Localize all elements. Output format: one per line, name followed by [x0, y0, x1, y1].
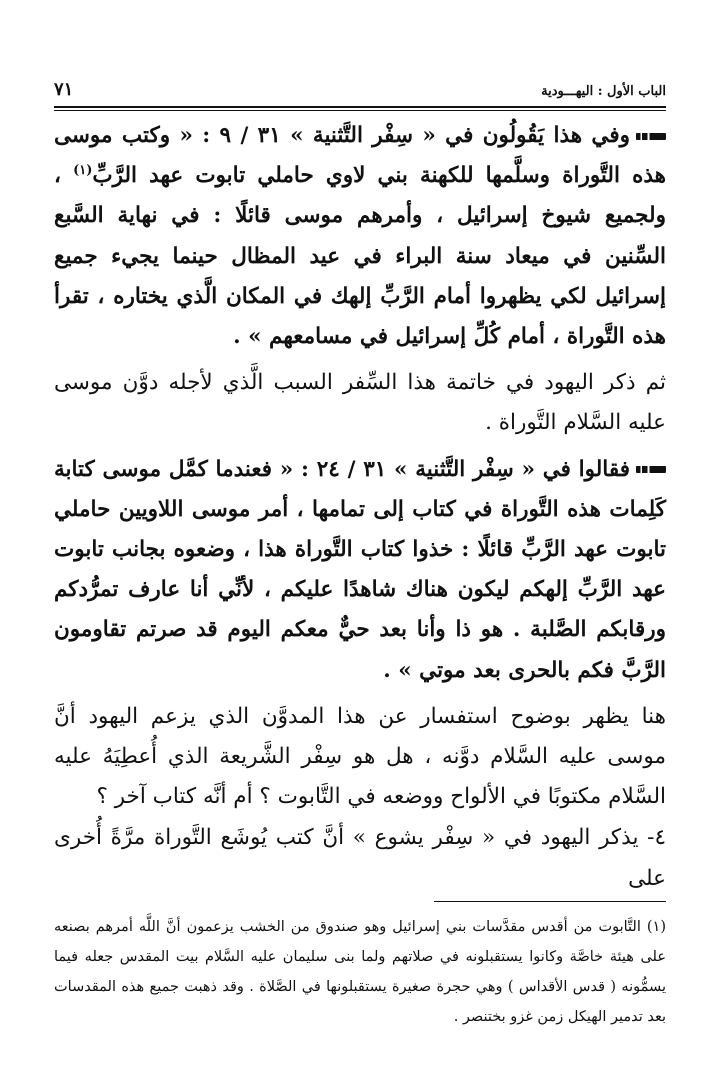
paragraph-5: ٤- يذكر اليهود في « سِفْر يشوع » أنَّ كتب يُوشَع التَّوراة مرَّةً أُخرى على — [54, 825, 666, 891]
paragraph-3-text: فقالوا في « سِفْر التَّثنية » ٣١ / ٢٤ : « فعندما كمَّل موسى كتابة كَلِمات هذه التَّوراة في كتاب إلى تمامها ، أمر موسى اللاويين حاملي تابوت عهد الرَّبِّ قائلًا : خذوا كتاب التَّوراة هذا ، وضعوه بجانب تابوت عهد الرَّبِّ إلهكم ليكون هناك شاهدًا عليكم ، لأنِّي أنا عارف تمرُّدكم ورقابكم الصَّلبة . هو ذا وأنا بعد حيٌّ معكم اليوم قد صرتم تقاومون الرَّبَّ فكم بالحرى بعد موتي » . — [54, 456, 666, 683]
page-header — [54, 74, 666, 102]
footnote-separator — [434, 901, 666, 902]
main-text — [54, 116, 666, 899]
paragraph-3 — [54, 450, 666, 691]
paragraph-4: هنا يظهر بوضوح استفسار عن هذا المدوَّن الذي يزعم اليهود أنَّ موسى عليه السَّلام دوَّنه ، هل هو سِفْر الشَّريعة الذي أُعطِيَهُ عليه السَّلام مكتوبًا في الألواح ووضعه في التَّابوت ؟ أم أنَّه كتاب آخر ؟ — [54, 703, 666, 810]
page-number: ٧١ — [54, 79, 74, 100]
paragraph-1-text-a: وفي هذا يَقُولُون في « سِفْر التَّثنية » ٣١ / ٩ : « وكتب موسى هذه التَّوراة وسلَّمها للكهنة بني لاوي حاملي تابوت عهد الرَّبِّ — [54, 123, 666, 189]
footnote-1: (١) التَّابوت من أقدس مقدَّسات بني إسرائيل وهو صندوق من الخشب يزعمون أنَّ اللَّه أمرهم بصنعه على هيئة خاصَّة وكانوا يستقبلونه في صلاتهم ولما بنى سليمان عليه السَّلام بيت المقدس جعله فيما يسمُّونه ( قدس الأقداس ) وهي حجرة صغيرة يستقبلونها في الصَّلاة . وقد ذهبت جميع هذه المقدسات بعد تدمير الهيكل زمن غزو بختنصر . — [54, 919, 666, 1025]
running-title: الباب الأول : اليهـــودية — [541, 84, 666, 99]
dash-ornament-icon — [636, 466, 666, 473]
paragraph-1 — [54, 116, 666, 357]
paragraph-2: ثم ذكر اليهود في خاتمة هذا السِّفر السبب الَّذي لأجله دوَّن موسى عليه السَّلام التَّوراة . — [54, 370, 666, 436]
dash-ornament-icon — [636, 133, 666, 140]
footnotes — [54, 912, 666, 1032]
header-rule — [54, 106, 666, 111]
footnote-reference[interactable]: (١) — [73, 163, 93, 179]
paragraph-1-text-b: ، ولجميع شيوخ إسرائيل ، وأمرهم موسى قائلًا : في نهاية السَّبع السِّنين في ميعاد سنة البراء في عيد المظال حينما يجيء جميع إسرائيل لكي يظهروا أمام الرَّبِّ إلهك في المكان الَّذي يختاره ، تقرأ هذه التَّوراة ، أمام كُلِّ إسرائيل في مسامعهم » . — [54, 163, 666, 350]
